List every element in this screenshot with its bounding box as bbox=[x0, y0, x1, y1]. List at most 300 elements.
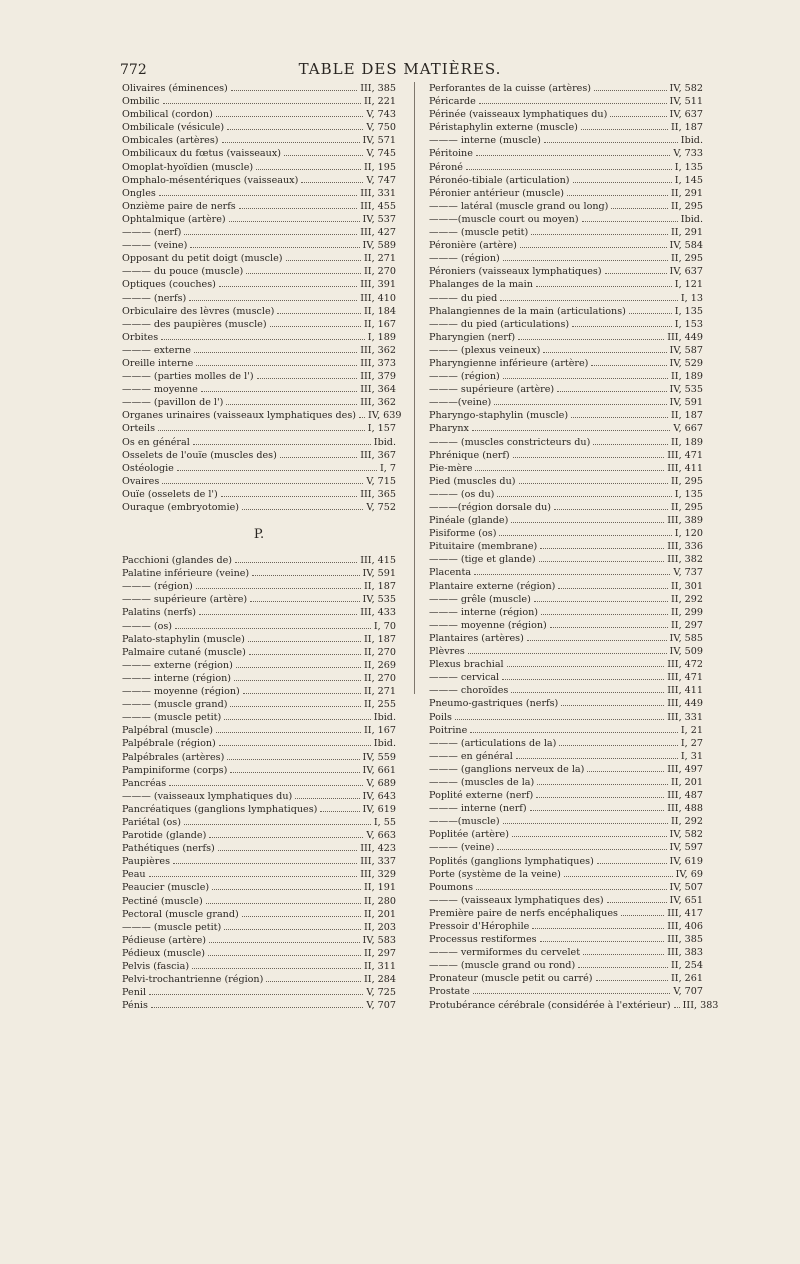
entry-reference: I, 55 bbox=[373, 816, 396, 828]
entry-term: ———(veine) bbox=[429, 397, 492, 409]
index-entry bbox=[429, 671, 703, 684]
index-entry bbox=[429, 999, 719, 1012]
dot-leader bbox=[175, 628, 371, 629]
entry-term: ——— (vaisseaux lymphatiques des) bbox=[429, 894, 604, 906]
dot-leader bbox=[607, 902, 667, 903]
entry-reference: I, 70 bbox=[373, 620, 396, 632]
entry-reference: II, 295 bbox=[671, 253, 703, 265]
entry-term: ——— (os du) bbox=[429, 488, 495, 500]
dot-leader bbox=[216, 116, 363, 117]
index-entry bbox=[122, 200, 396, 213]
dot-leader bbox=[591, 365, 666, 366]
index-entry bbox=[429, 841, 703, 854]
dot-leader bbox=[539, 561, 665, 562]
entry-reference: II, 295 bbox=[671, 475, 703, 487]
entry-reference: III, 433 bbox=[360, 607, 396, 619]
dot-leader bbox=[511, 692, 664, 693]
index-entry bbox=[429, 959, 703, 972]
dot-leader bbox=[554, 509, 668, 510]
index-entry bbox=[429, 318, 703, 331]
entry-reference: III, 497 bbox=[667, 763, 703, 775]
entry-reference: II, 311 bbox=[364, 961, 396, 972]
entry-term: Orbiculaire des lèvres (muscle) bbox=[122, 305, 275, 317]
index-entry bbox=[122, 777, 396, 790]
index-entry bbox=[429, 82, 703, 95]
entry-term: Palpébral (muscle) bbox=[122, 725, 213, 737]
entry-term: ——— (nerf) bbox=[122, 227, 182, 239]
entry-reference: III, 415 bbox=[360, 555, 396, 567]
dot-leader bbox=[516, 758, 678, 759]
dot-leader bbox=[234, 680, 361, 681]
dot-leader bbox=[248, 641, 361, 642]
page-title: TABLE DES MATIÈRES. bbox=[298, 60, 502, 78]
entry-reference: III, 383 bbox=[682, 999, 719, 1011]
entry-term: ——— (muscle grand) bbox=[122, 699, 228, 711]
dot-leader bbox=[629, 313, 672, 314]
dot-leader bbox=[605, 273, 667, 274]
dot-leader bbox=[520, 247, 667, 248]
entry-reference: IV, 619 bbox=[669, 855, 703, 867]
entry-reference: I, 27 bbox=[680, 737, 703, 749]
dot-leader bbox=[519, 483, 669, 484]
index-entry bbox=[429, 815, 703, 828]
entry-reference: III, 455 bbox=[360, 200, 396, 212]
dot-leader bbox=[499, 535, 671, 536]
index-entry bbox=[122, 449, 396, 462]
index-entry bbox=[122, 187, 396, 200]
entry-reference: II, 269 bbox=[364, 659, 396, 671]
entry-term: Parotide (glande) bbox=[122, 830, 207, 842]
entry-term: Poumons bbox=[429, 881, 473, 893]
entry-reference: III, 417 bbox=[667, 907, 703, 919]
dot-leader bbox=[320, 811, 359, 812]
dot-leader bbox=[184, 234, 357, 235]
index-entry bbox=[429, 855, 703, 868]
entry-reference: IV, 585 bbox=[669, 632, 703, 644]
index-entry bbox=[429, 724, 703, 737]
entry-term: Pie-mère bbox=[429, 462, 473, 474]
index-entry bbox=[429, 121, 703, 134]
dot-leader bbox=[534, 601, 668, 602]
index-entry bbox=[429, 239, 703, 252]
entry-term: ——— externe bbox=[122, 344, 191, 356]
entry-term: ——— choroïdes bbox=[429, 685, 509, 697]
entry-reference: I, 145 bbox=[674, 174, 703, 186]
index-entry bbox=[122, 357, 396, 370]
dot-leader bbox=[222, 142, 360, 143]
entry-term: Os en général bbox=[122, 436, 190, 448]
entry-reference: III, 449 bbox=[667, 331, 703, 343]
entry-term: Ombilicale (vésicule) bbox=[122, 122, 225, 134]
entry-reference: III, 385 bbox=[360, 83, 396, 94]
entry-reference: II, 187 bbox=[671, 410, 703, 422]
entry-term: Palpébrale (région) bbox=[122, 738, 216, 750]
entry-term: Oreille interne bbox=[122, 357, 194, 369]
entry-term: Pectoral (muscle grand) bbox=[122, 908, 239, 920]
entry-term: Processus restiformes bbox=[429, 934, 537, 946]
entry-reference: I, 31 bbox=[680, 750, 703, 762]
dot-leader bbox=[476, 889, 667, 890]
entry-reference: III, 373 bbox=[360, 357, 396, 369]
entry-reference: IV, 661 bbox=[362, 764, 396, 776]
index-entry bbox=[429, 763, 703, 776]
dot-leader bbox=[243, 693, 361, 694]
index-entry bbox=[429, 252, 703, 265]
entry-term: Pelvi-trochantrienne (région) bbox=[122, 974, 264, 986]
entry-term: ——— moyenne (région) bbox=[429, 619, 547, 631]
entry-reference: IV, 509 bbox=[669, 646, 703, 658]
entry-term: Poplité externe (nerf) bbox=[429, 790, 534, 802]
entry-term: Pectiné (muscle) bbox=[122, 895, 203, 907]
dot-leader bbox=[177, 470, 377, 471]
dot-leader bbox=[507, 666, 665, 667]
index-entry bbox=[122, 278, 396, 291]
index-entry bbox=[122, 934, 396, 947]
entry-term: ——— supérieure (artère) bbox=[429, 384, 555, 396]
dot-leader bbox=[169, 785, 363, 786]
dot-leader bbox=[596, 980, 668, 981]
dot-leader bbox=[572, 326, 672, 327]
index-entry bbox=[429, 422, 703, 435]
dot-leader bbox=[189, 300, 357, 301]
dot-leader bbox=[476, 155, 670, 156]
dot-leader bbox=[235, 562, 357, 563]
dot-leader bbox=[151, 1007, 363, 1008]
dot-leader bbox=[227, 759, 359, 760]
entry-term: Ombilicaux du fœtus (vaisseaux) bbox=[122, 148, 281, 160]
entry-term: ——— vermiformes du cervelet bbox=[429, 947, 581, 959]
index-entry bbox=[122, 685, 396, 698]
dot-leader bbox=[594, 90, 667, 91]
entry-term: Pariétal (os) bbox=[122, 816, 181, 828]
entry-reference: IV, 651 bbox=[669, 894, 703, 906]
dot-leader bbox=[270, 326, 361, 327]
dot-leader bbox=[582, 221, 678, 222]
entry-reference: II, 292 bbox=[671, 593, 703, 605]
index-entry bbox=[429, 619, 703, 632]
entry-reference: II, 292 bbox=[671, 816, 703, 828]
dot-leader bbox=[497, 496, 671, 497]
entry-term: ——— cervical bbox=[429, 672, 500, 684]
entry-term: Pancréatiques (ganglions lymphatiques) bbox=[122, 803, 318, 815]
dot-leader bbox=[573, 182, 672, 183]
dot-leader bbox=[593, 444, 668, 445]
dot-leader bbox=[280, 457, 357, 458]
dot-leader bbox=[537, 784, 668, 785]
entry-term: Opposant du petit doigt (muscle) bbox=[122, 253, 283, 265]
dot-leader bbox=[219, 286, 357, 287]
dot-leader bbox=[286, 260, 361, 261]
dot-leader bbox=[500, 300, 678, 301]
entry-reference: III, 471 bbox=[667, 449, 703, 461]
dot-leader bbox=[163, 103, 361, 104]
entry-term: Palato-staphylin (muscle) bbox=[122, 633, 245, 645]
dot-leader bbox=[468, 653, 667, 654]
dot-leader bbox=[540, 548, 664, 549]
dot-leader bbox=[472, 430, 670, 431]
index-entry bbox=[429, 920, 703, 933]
entry-term: ——— du pied bbox=[429, 292, 498, 304]
entry-term: Pharyngien (nerf) bbox=[429, 331, 516, 343]
dot-leader bbox=[196, 365, 357, 366]
index-entry bbox=[122, 318, 396, 331]
entry-term: Pied (muscles du) bbox=[429, 475, 516, 487]
entry-reference: II, 167 bbox=[364, 318, 396, 330]
entry-term: Plantaire externe (région) bbox=[429, 580, 556, 592]
index-entry bbox=[122, 475, 396, 488]
index-entry bbox=[122, 751, 396, 764]
entry-term: Organes urinaires (vaisseaux lymphatiques des) bbox=[122, 410, 357, 422]
index-entry bbox=[429, 200, 703, 213]
index-entry bbox=[429, 292, 703, 305]
index-entry bbox=[429, 134, 703, 147]
entry-term: ——— (veine) bbox=[429, 842, 495, 854]
entry-reference: IV, 619 bbox=[362, 803, 396, 815]
section-heading: P. bbox=[253, 526, 265, 542]
entry-reference: III, 427 bbox=[360, 227, 396, 239]
entry-term: Protubérance cérébrale (considérée à l'extérieur) bbox=[429, 999, 671, 1011]
index-entry bbox=[122, 580, 396, 593]
dot-leader bbox=[284, 155, 363, 156]
entry-term: Pathétiques (nerfs) bbox=[122, 843, 215, 855]
dot-leader bbox=[531, 234, 668, 235]
dot-leader bbox=[196, 588, 361, 589]
entry-reference: IV, 637 bbox=[669, 266, 703, 278]
index-entry bbox=[429, 344, 703, 357]
dot-leader bbox=[295, 798, 359, 799]
entry-term: Prostate bbox=[429, 986, 470, 998]
entry-term: Ouraque (embryotomie) bbox=[122, 502, 240, 513]
index-column-right bbox=[429, 82, 719, 1012]
entry-term: Porte (système de la veine) bbox=[429, 868, 561, 880]
entry-reference: IV, 529 bbox=[669, 357, 703, 369]
dot-leader bbox=[610, 116, 666, 117]
dot-leader bbox=[503, 378, 668, 379]
entry-term: Péronière (artère) bbox=[429, 240, 517, 252]
dot-leader bbox=[466, 169, 672, 170]
entry-term: Phalanges de la main bbox=[429, 279, 533, 291]
dot-leader bbox=[208, 955, 361, 956]
dot-leader bbox=[158, 430, 365, 431]
dot-leader bbox=[301, 182, 363, 183]
entry-reference: III, 411 bbox=[667, 462, 703, 474]
entry-reference: II, 255 bbox=[364, 699, 396, 711]
dot-leader bbox=[502, 679, 664, 680]
entry-term: Poplitée (artère) bbox=[429, 829, 509, 841]
dot-leader bbox=[216, 732, 361, 733]
entry-term: Pressoir d'Hérophile bbox=[429, 921, 530, 932]
index-entry bbox=[429, 737, 703, 750]
entry-reference: V, 745 bbox=[366, 148, 396, 160]
entry-term: Paupières bbox=[122, 856, 170, 868]
entry-reference: II, 203 bbox=[364, 921, 396, 933]
dot-leader bbox=[455, 719, 664, 720]
entry-term: Périnée (vaisseaux lymphatiques du) bbox=[429, 109, 608, 121]
entry-reference: IV, 582 bbox=[669, 83, 703, 94]
entry-term: ——— (muscle petit) bbox=[429, 227, 529, 239]
entry-reference: Ibid. bbox=[373, 712, 396, 724]
entry-term: Optiques (couches) bbox=[122, 279, 216, 291]
index-entry bbox=[429, 305, 703, 318]
index-entry bbox=[122, 567, 396, 580]
entry-reference: V, 725 bbox=[366, 987, 396, 999]
index-entry bbox=[122, 82, 396, 95]
entry-term: Ongles bbox=[122, 187, 156, 199]
entry-reference: III, 471 bbox=[667, 672, 703, 684]
index-entry bbox=[122, 973, 396, 986]
dot-leader bbox=[246, 273, 361, 274]
entry-reference: II, 187 bbox=[364, 633, 396, 645]
index-entry bbox=[122, 213, 396, 226]
index-entry bbox=[429, 488, 703, 501]
index-list-o bbox=[122, 82, 402, 514]
index-entry bbox=[429, 514, 703, 527]
entry-term: Pacchioni (glandes de) bbox=[122, 555, 233, 567]
entry-term: Orteils bbox=[122, 423, 156, 435]
index-entry bbox=[122, 646, 396, 659]
index-entry bbox=[122, 895, 396, 908]
entry-reference: V, 750 bbox=[366, 122, 396, 134]
entry-reference: I, 21 bbox=[680, 724, 703, 736]
dot-leader bbox=[473, 993, 670, 994]
dot-leader bbox=[543, 352, 666, 353]
entry-reference: II, 187 bbox=[671, 122, 703, 134]
index-entry bbox=[429, 711, 703, 724]
entry-reference: V, 737 bbox=[673, 567, 703, 579]
index-entry bbox=[429, 658, 703, 671]
entry-reference: III, 423 bbox=[360, 843, 396, 855]
index-entry bbox=[122, 331, 396, 344]
index-entry bbox=[429, 449, 703, 462]
dot-leader bbox=[242, 916, 361, 917]
entry-reference: V, 689 bbox=[366, 777, 396, 789]
index-entry bbox=[429, 396, 703, 409]
entry-term: Palpébrales (artères) bbox=[122, 751, 225, 763]
entry-reference: III, 331 bbox=[360, 187, 396, 199]
index-entry bbox=[122, 134, 396, 147]
entry-term: Pharyngienne inférieure (artère) bbox=[429, 357, 589, 369]
entry-reference: II, 297 bbox=[364, 947, 396, 959]
entry-term: Ombilical (cordon) bbox=[122, 109, 213, 121]
entry-reference: II, 280 bbox=[364, 895, 396, 907]
dot-leader bbox=[266, 981, 361, 982]
entry-term: Orbites bbox=[122, 331, 159, 343]
index-entry bbox=[429, 553, 703, 566]
dot-leader bbox=[212, 889, 361, 890]
index-entry bbox=[429, 370, 703, 383]
index-entry bbox=[429, 684, 703, 697]
dot-leader bbox=[184, 824, 371, 825]
index-entry bbox=[429, 566, 703, 579]
dot-leader bbox=[470, 732, 678, 733]
entry-term: Pituitaire (membrane) bbox=[429, 541, 538, 553]
index-entry bbox=[122, 764, 396, 777]
index-entry bbox=[429, 881, 703, 894]
entry-reference: II, 261 bbox=[671, 973, 703, 985]
entry-reference: III, 406 bbox=[667, 921, 703, 932]
entry-term: ———(muscle court ou moyen) bbox=[429, 213, 579, 225]
entry-reference: II, 189 bbox=[671, 436, 703, 448]
entry-term: Pénis bbox=[122, 1000, 148, 1012]
entry-reference: III, 389 bbox=[667, 515, 703, 527]
dot-leader bbox=[511, 522, 664, 523]
entry-term: ——— moyenne bbox=[122, 384, 198, 396]
entry-term: ——— grêle (muscle) bbox=[429, 593, 531, 605]
index-entry bbox=[429, 278, 703, 291]
entry-reference: V, 715 bbox=[366, 475, 396, 487]
dot-leader bbox=[192, 968, 361, 969]
entry-reference: III, 364 bbox=[360, 384, 396, 396]
entry-reference: III, 362 bbox=[360, 397, 396, 409]
index-entry bbox=[122, 239, 396, 252]
entry-reference: II, 270 bbox=[364, 646, 396, 658]
entry-term: Palatins (nerfs) bbox=[122, 607, 197, 619]
entry-term: Pharyngo-staphylin (muscle) bbox=[429, 410, 569, 422]
entry-reference: III, 382 bbox=[667, 554, 703, 566]
dot-leader bbox=[621, 915, 664, 916]
entry-reference: III, 331 bbox=[667, 711, 703, 723]
entry-term: Plèvres bbox=[429, 646, 465, 658]
index-entry bbox=[429, 161, 703, 174]
entry-reference: V, 743 bbox=[366, 109, 396, 121]
entry-reference: IV, 589 bbox=[362, 240, 396, 252]
index-entry bbox=[122, 95, 396, 108]
entry-reference: V, 663 bbox=[366, 830, 396, 842]
index-entry bbox=[122, 960, 396, 973]
index-entry bbox=[122, 633, 396, 646]
index-entry bbox=[122, 659, 396, 672]
dot-leader bbox=[219, 745, 371, 746]
entry-reference: Ibid. bbox=[680, 213, 703, 225]
dot-leader bbox=[209, 942, 360, 943]
entry-term: Ostéologie bbox=[122, 462, 174, 474]
entry-term: Pharynx bbox=[429, 423, 469, 435]
entry-reference: IV, 582 bbox=[669, 829, 703, 841]
entry-term: ——— (articulations de la) bbox=[429, 737, 557, 749]
entry-reference: IV, 571 bbox=[362, 135, 396, 147]
entry-term: Onzième paire de nerfs bbox=[122, 200, 236, 212]
dot-leader bbox=[611, 208, 668, 209]
entry-reference: III, 365 bbox=[360, 488, 396, 500]
entry-term: ——— latéral (muscle grand ou long) bbox=[429, 200, 609, 212]
dot-leader bbox=[149, 994, 363, 995]
entry-reference: I, 189 bbox=[367, 331, 396, 343]
entry-reference: III, 337 bbox=[360, 856, 396, 868]
entry-reference: II, 291 bbox=[671, 227, 703, 239]
dot-leader bbox=[532, 928, 664, 929]
index-entry bbox=[122, 409, 402, 422]
entry-term: Première paire de nerfs encéphaliques bbox=[429, 907, 618, 919]
entry-reference: III, 411 bbox=[667, 685, 703, 697]
index-entry bbox=[429, 868, 703, 881]
index-entry bbox=[429, 593, 703, 606]
entry-reference: IV, 507 bbox=[669, 881, 703, 893]
index-entry bbox=[122, 737, 396, 750]
entry-reference: III, 472 bbox=[667, 659, 703, 671]
entry-term: Pampiniforme (corps) bbox=[122, 764, 228, 776]
entry-term: ——— (région) bbox=[429, 371, 500, 383]
dot-leader bbox=[564, 876, 673, 877]
entry-reference: II, 301 bbox=[671, 580, 703, 592]
entry-reference: III, 336 bbox=[667, 541, 703, 553]
entry-term: Ombilic bbox=[122, 96, 160, 108]
entry-term: Péristaphylin externe (muscle) bbox=[429, 122, 578, 134]
entry-reference: III, 487 bbox=[667, 790, 703, 802]
entry-reference: IV, 511 bbox=[669, 96, 703, 108]
entry-reference: I, 121 bbox=[674, 279, 703, 291]
index-entry bbox=[429, 946, 703, 959]
entry-term: ——— (région) bbox=[429, 253, 500, 265]
